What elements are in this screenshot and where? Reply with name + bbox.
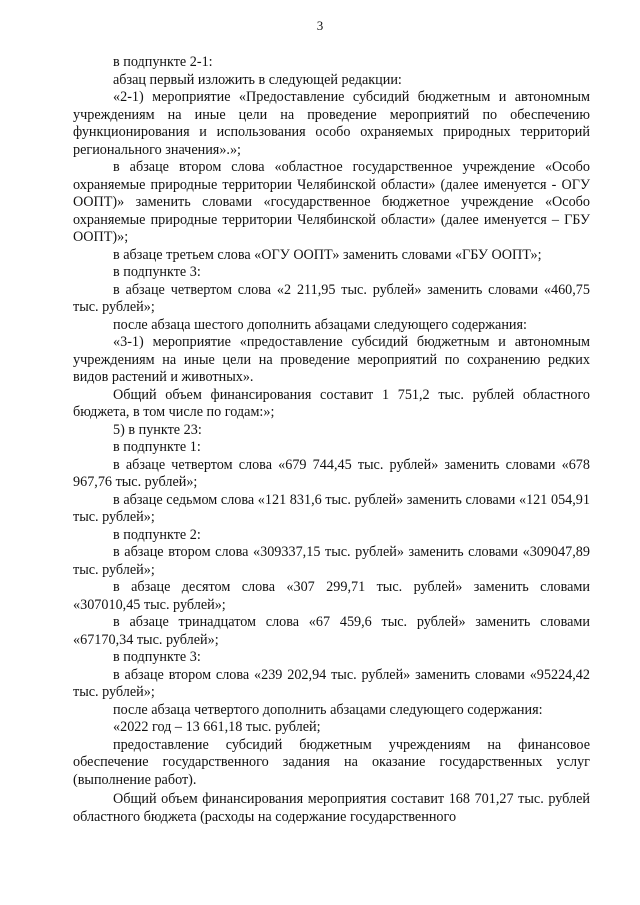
paragraph: «3-1) мероприятие «предоставление субсидий бюджетным и автономным учреждениям на иные цели на проведение мероприятий по сохранению редких видов растений и животных». — [73, 334, 590, 385]
paragraph: абзац первый изложить в следующей редакции: — [113, 71, 402, 88]
paragraph: в абзаце третьем слова «ОГУ ООПТ» заменить словами «ГБУ ООПТ»; — [113, 246, 542, 263]
paragraph: в подпункте 3: — [113, 649, 201, 665]
paragraph: в абзаце десятом слова «307 299,71 тыс. рублей» заменить словами «307010,45 тыс. рублей»; — [73, 579, 590, 613]
paragraph: в абзаце втором слова «областное государственное учреждение «Особо охраняемые природные территории Челябинской области» (далее именуется - ОГУ ООПТ)» заменить словами «государственное бюджетное учреждение «Особо охраняемые природные территории Челябинской области» (далее именуется – ГБУ ООПТ)»; — [73, 159, 590, 245]
paragraph: в абзаце втором слова «309337,15 тыс. рублей» заменить словами «309047,89 тыс. рублей»; — [73, 544, 590, 578]
paragraph: в подпункте 3: — [113, 264, 201, 280]
paragraph: «2-1) мероприятие «Предоставление субсидий бюджетным и автономным учреждениям на иные цели на проведение мероприятий по обеспечению функционирования и использования особо охраняемых природных территорий регионального значения».»; — [73, 89, 590, 158]
paragraph: после абзаца шестого дополнить абзацами следующего содержания: — [113, 316, 527, 333]
paragraph: 5) в пункте 23: — [113, 421, 202, 438]
paragraph: в абзаце четвертом слова «2 211,95 тыс. рублей» заменить словами «460,75 тыс. рублей»; — [73, 281, 590, 315]
paragraph: предоставление субсидий бюджетным учреждениям на финансовое обеспечение государственного задания на оказание государственных услуг (выполнение работ). — [73, 736, 590, 788]
paragraph: в подпункте 2-1: — [113, 54, 213, 70]
paragraph: в подпункте 2: — [113, 526, 201, 543]
paragraph: в абзаце тринадцатом слова «67 459,6 тыс. рублей» заменить словами «67170,34 тыс. рублей»; — [73, 614, 590, 648]
paragraph: в подпункте 1: — [113, 439, 201, 455]
paragraph: в абзаце четвертом слова «679 744,45 тыс. рублей» заменить словами «678 967,76 тыс. рублей»; — [73, 456, 590, 490]
paragraph: Общий объем финансирования мероприятия составит 168 701,27 тыс. рублей областного бюджета (расходы на содержание государственного — [73, 791, 590, 825]
paragraph: в абзаце втором слова «239 202,94 тыс. рублей» заменить словами «95224,42 тыс. рублей»; — [73, 666, 590, 700]
paragraph: «2022 год – 13 661,18 тыс. рублей; — [113, 719, 321, 735]
document-body — [73, 54, 590, 826]
paragraph: Общий объем финансирования составит 1 751,2 тыс. рублей областного бюджета, в том числе по годам:»; — [73, 386, 590, 420]
paragraph: в абзаце седьмом слова «121 831,6 тыс. рублей» заменить словами «121 054,91 тыс. рублей»; — [73, 491, 590, 525]
paragraph: после абзаца четвертого дополнить абзацами следующего содержания: — [113, 701, 543, 718]
page-number: 3 — [316, 18, 324, 33]
